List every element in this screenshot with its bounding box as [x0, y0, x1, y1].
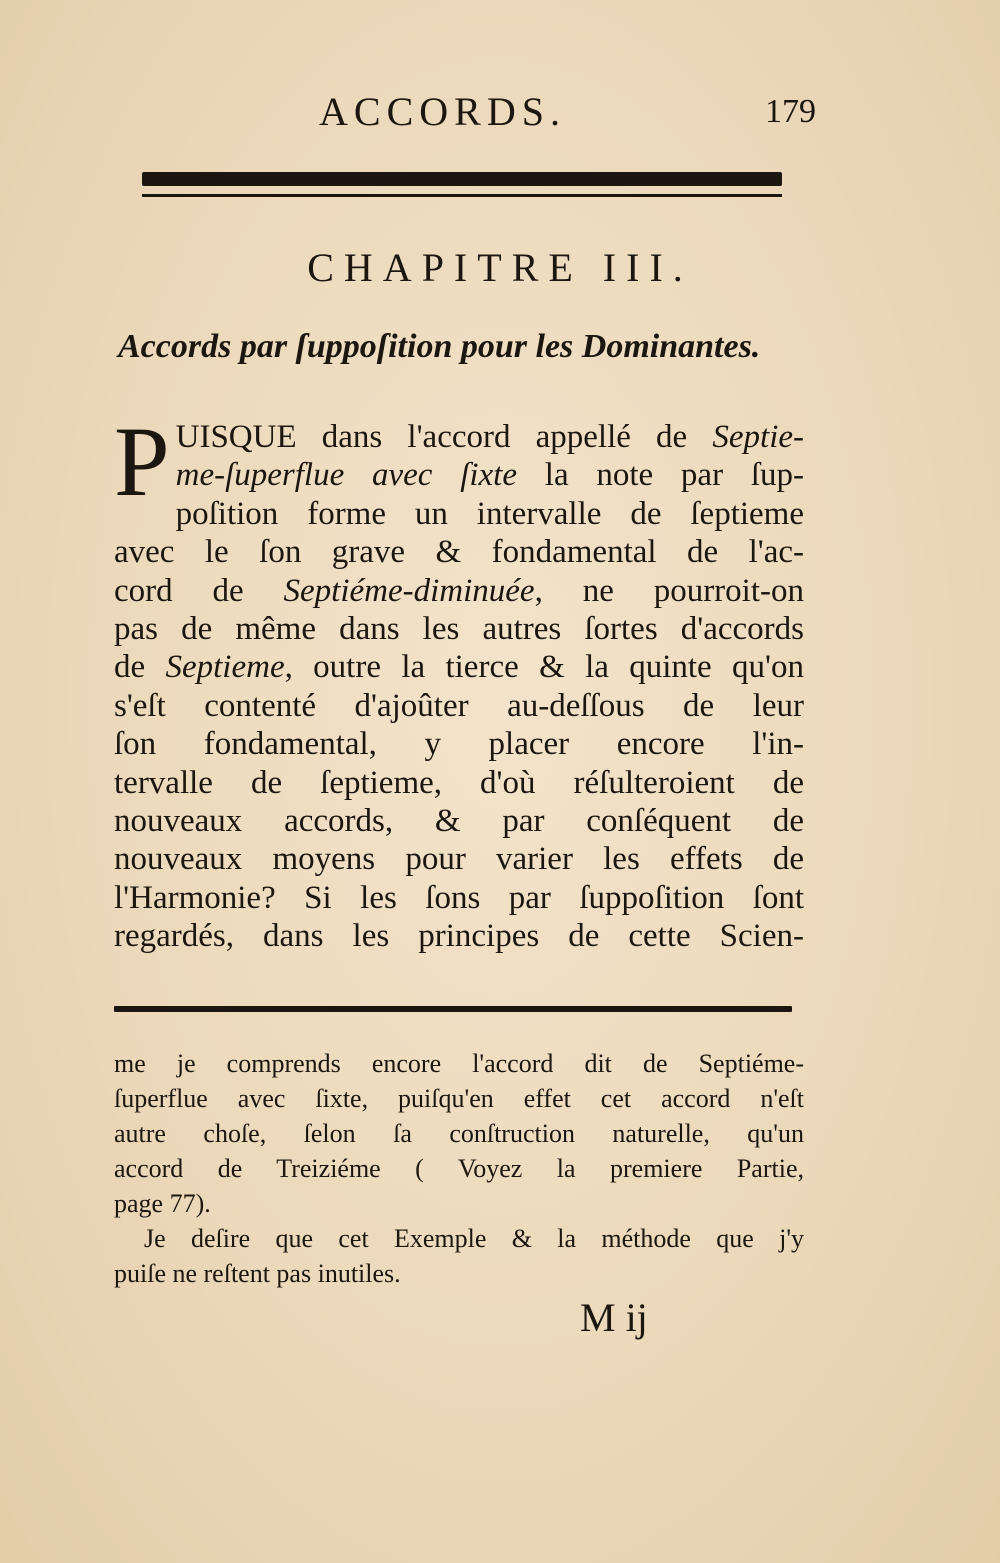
body-line-7-start: de [114, 649, 166, 686]
body-line-12: nouveaux moyens pour varier les effets de [114, 841, 804, 878]
footnote [114, 1046, 804, 1291]
chapter-subtitle: Accords par ſuppoſition pour les Dominantes. [118, 328, 761, 365]
italic-septie: Septie- [712, 419, 804, 455]
italic-septieme-diminuee: Septiéme-diminuée [283, 572, 535, 609]
body-line-2 [114, 456, 804, 494]
italic-septieme: Septieme [165, 649, 285, 686]
body-line-1-text: dans l'accord appellé de [296, 419, 713, 455]
drop-cap: P [114, 406, 170, 517]
body-line-6: pas de même dans les autres ſortes d'accords [114, 610, 804, 647]
body-line-4: avec le ſon grave & fondamental de l'ac- [114, 534, 804, 571]
italic-me-superflue: me-ſuperflue avec ſixte [175, 457, 518, 494]
footnote-line-4: accord de Treiziéme ( Voyez la premiere Partie, [114, 1154, 804, 1183]
thin-rule [142, 194, 782, 197]
first-word-rest: UISQUE [175, 419, 297, 455]
body-line-7-rest: , outre la tierce & la quinte qu'on [284, 649, 804, 686]
footnote-rule [114, 1006, 792, 1012]
footnote-line-7: puiſe ne reſtent pas inutiles. [114, 1259, 401, 1288]
chapter-title: CHAPITRE III. [307, 245, 693, 290]
body-line-7 [114, 648, 804, 686]
footnote-line-6: Je deſire que cet Exemple & la méthode que j'y [144, 1224, 804, 1253]
body-line-5-start: cord de [114, 572, 284, 609]
footnote-line-2: ſuperflue avec ſixte, puiſqu'en effet cet accord n'eſt [114, 1084, 804, 1113]
thick-rule [142, 172, 782, 186]
body-line-13: l'Harmonie? Si les ſons par ſuppoſition ſont [114, 879, 804, 916]
body-line-10: tervalle de ſeptieme, d'où réſulteroient de [114, 764, 804, 801]
page-header [116, 82, 816, 142]
footnote-line-3: autre choſe, ſelon ſa conſtruction naturelle, qu'un [114, 1119, 804, 1148]
body-paragraph [114, 406, 804, 955]
footnote-line-1: me je comprends encore l'accord dit de Septiéme- [114, 1049, 804, 1078]
body-line-11: nouveaux accords, & par conſéquent de [114, 802, 804, 839]
body-line-9: ſon fondamental, y placer encore l'in- [114, 726, 804, 763]
running-title: ACCORDS. [319, 89, 566, 134]
body-line-3: poſition forme un intervalle de ſeptieme [175, 495, 804, 532]
body-line-14: regardés, dans les principes de cette Scien- [114, 918, 804, 955]
body-line-8: s'eſt contenté d'ajoûter au-deſſous de leur [114, 687, 804, 724]
footnote-line-5: page 77). [114, 1189, 211, 1218]
body-line-5-rest: , ne pourroit-on [534, 572, 804, 609]
body-line-5 [114, 572, 804, 610]
signature-mark: M ij [580, 1295, 648, 1340]
header-ornamental-rule [142, 172, 782, 202]
page-number: 179 [765, 93, 816, 130]
body-line-2-rest: la note par ſup- [517, 457, 804, 494]
